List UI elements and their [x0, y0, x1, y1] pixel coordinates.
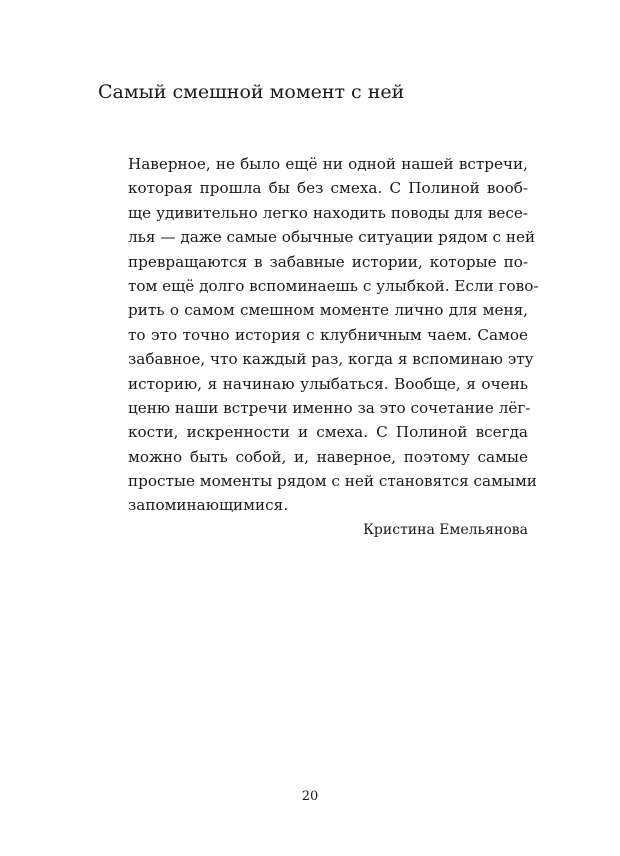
body-line: которая прошла бы без смеха. С Полиной вооб-	[128, 179, 528, 198]
body-line: кости, искренности и смеха. С Полиной всегда	[128, 423, 528, 442]
body-line: забавное, что каждый раз, когда я вспоминаю эту	[128, 350, 534, 369]
body-line: запоминающимися.	[128, 496, 289, 515]
body-line: Наверное, не было ещё ни одной нашей встречи,	[128, 155, 528, 173]
body-line: можно быть собой, и, наверное, поэтому самые	[128, 447, 528, 466]
body-line: простые моменты рядом с ней становятся самыми	[128, 472, 537, 491]
body-line: рить о самом смешном моменте лично для меня,	[128, 301, 528, 320]
body-line: лья — даже самые обычные ситуации рядом с ней	[128, 228, 536, 247]
body-line: том ещё долго вспоминаешь с улыбкой. Если гово-	[128, 276, 539, 295]
body-line: превращаются в забавные истории, которые по-	[128, 252, 528, 271]
page-title: Самый смешной момент с ней	[98, 81, 405, 103]
body-line: ценю наши встречи именно за это сочетание лёг-	[128, 398, 531, 417]
body-line: ще удивительно легко находить поводы для весе-	[128, 203, 528, 222]
body-line: то это точно история с клубничным чаем. Самое	[128, 325, 528, 344]
body-text	[128, 152, 539, 518]
author-signature: Кристина Емельянова	[363, 522, 528, 538]
body-line: историю, я начинаю улыбаться. Вообще, я очень	[128, 374, 528, 393]
page-number: 20	[301, 789, 319, 804]
